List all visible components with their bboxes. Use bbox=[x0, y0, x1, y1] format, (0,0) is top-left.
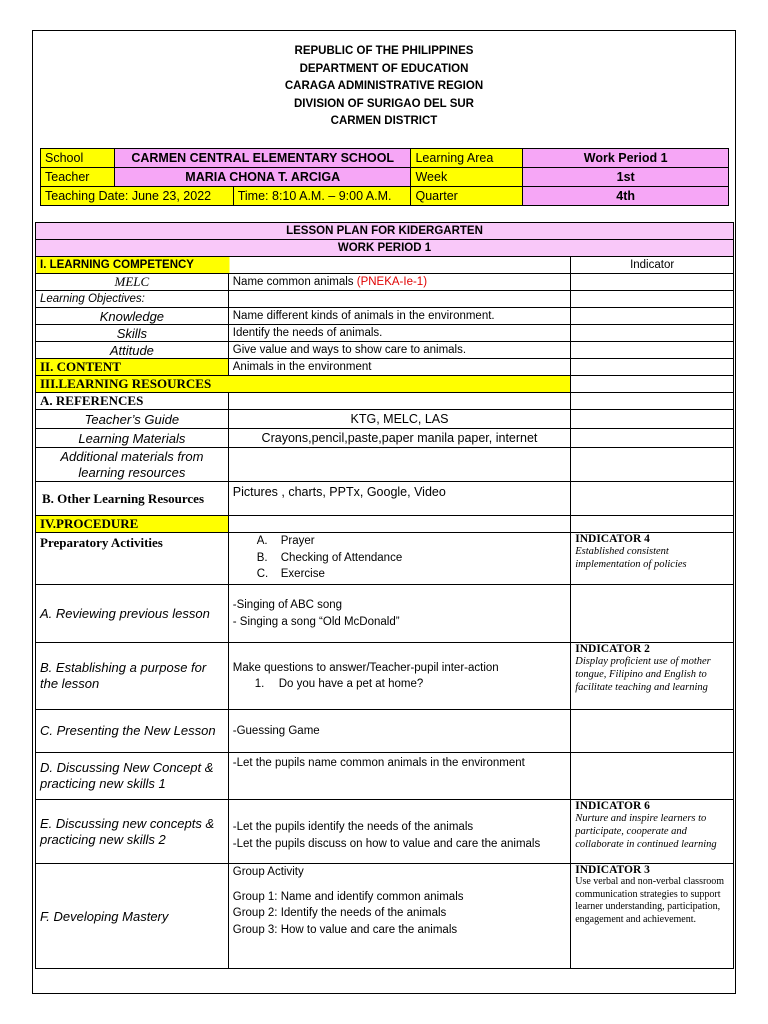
skills-value: Identify the needs of animals. bbox=[228, 325, 570, 342]
header-line: DEPARTMENT OF EDUCATION bbox=[299, 62, 469, 75]
mastery-value: Group Activity Group 1: Name and identify common animals Group 2: Identify the needs of the animals Group 3: How to value and care the animals bbox=[228, 864, 570, 969]
list-item: C. Exercise bbox=[256, 568, 325, 580]
quarter-value: 4th bbox=[523, 187, 729, 206]
info-table bbox=[40, 148, 729, 206]
list-item: A. Prayer bbox=[256, 535, 315, 547]
knowledge-label: Knowledge bbox=[36, 308, 229, 325]
week-value: 1st bbox=[523, 168, 729, 187]
learning-materials-value: Crayons,pencil,paste,paper manila paper, internet bbox=[228, 429, 570, 448]
references-heading: A. REFERENCES bbox=[36, 393, 229, 410]
learning-competency-heading: I. LEARNING COMPETENCY bbox=[36, 257, 571, 274]
lesson-plan-table bbox=[35, 222, 734, 969]
discussing-1-label: D. Discussing New Concept & practicing new skills 1 bbox=[36, 753, 229, 800]
purpose-value: Make questions to answer/Teacher-pupil inter-action 1. Do you have a pet at home? bbox=[228, 643, 570, 710]
plan-title: LESSON PLAN FOR KIDERGARTEN bbox=[36, 223, 734, 240]
objectives-label: Learning Objectives: bbox=[36, 291, 229, 308]
additional-materials-label: Additional materials from learning resources bbox=[36, 448, 229, 482]
melc-label: MELC bbox=[36, 274, 229, 291]
teaching-date: Teaching Date: June 23, 2022 bbox=[41, 187, 234, 206]
other-resources-value: Pictures , charts, PPTx, Google, Video bbox=[228, 482, 570, 516]
review-label: A. Reviewing previous lesson bbox=[36, 585, 229, 643]
melc-value: Name common animals (PNEKA-Ie-1) bbox=[228, 274, 570, 291]
purpose-label: B. Establishing a purpose for the lesson bbox=[36, 643, 229, 710]
preparatory-list bbox=[228, 533, 570, 585]
resources-heading: III.LEARNING RESOURCES bbox=[36, 376, 571, 393]
learning-area-label: Learning Area bbox=[411, 149, 523, 168]
other-resources-label: B. Other Learning Resources bbox=[36, 482, 229, 516]
teacher-label: Teacher bbox=[41, 168, 115, 187]
indicator-6: INDICATOR 6 Nurture and inspire learners to participate, cooperate and collaborate in continued learning bbox=[571, 800, 734, 864]
discussing-2-value: -Let the pupils identify the needs of the animals -Let the pupils discuss on how to value and care the animals bbox=[228, 800, 570, 864]
indicator-2: INDICATOR 2 Display proficient use of mother tongue, Filipino and English to facilitate teaching and learning bbox=[571, 643, 734, 710]
week-label: Week bbox=[411, 168, 523, 187]
attitude-value: Give value and ways to show care to animals. bbox=[228, 342, 570, 359]
presenting-label: C. Presenting the New Lesson bbox=[36, 710, 229, 753]
quarter-label: Quarter bbox=[411, 187, 523, 206]
teachers-guide-value: KTG, MELC, LAS bbox=[228, 410, 570, 429]
header-line: CARAGA ADMINISTRATIVE REGION bbox=[284, 80, 484, 92]
document-header bbox=[0, 43, 768, 131]
plan-subtitle: WORK PERIOD 1 bbox=[36, 240, 734, 257]
list-item: B. Checking of Attendance bbox=[256, 551, 403, 564]
discussing-2-label: E. Discussing new concepts & practicing new skills 2 bbox=[36, 800, 229, 864]
header-line: DIVISION OF SURIGAO DEL SUR bbox=[294, 97, 474, 110]
learning-materials-label: Learning Materials bbox=[36, 429, 229, 448]
review-value: -Singing of ABC song - Singing a song “Old McDonald” bbox=[228, 585, 570, 643]
content-heading: II. CONTENT bbox=[36, 359, 229, 376]
attitude-label: Attitude bbox=[36, 342, 229, 359]
school-label: School bbox=[41, 149, 115, 168]
teacher-value: MARIA CHONA T. ARCIGA bbox=[114, 168, 411, 187]
preparatory-label: Preparatory Activities bbox=[36, 533, 229, 585]
indicator-heading: Indicator bbox=[571, 257, 734, 274]
content-value: Animals in the environment bbox=[228, 359, 570, 376]
mastery-label: F. Developing Mastery bbox=[36, 864, 229, 969]
discussing-1-value: -Let the pupils name common animals in the environment bbox=[228, 753, 570, 800]
learning-area-value: Work Period 1 bbox=[523, 149, 729, 168]
presenting-value: -Guessing Game bbox=[228, 710, 570, 753]
skills-label: Skills bbox=[36, 325, 229, 342]
teachers-guide-label: Teacher’s Guide bbox=[36, 410, 229, 429]
procedure-heading: IV.PROCEDURE bbox=[36, 516, 229, 533]
school-value: CARMEN CENTRAL ELEMENTARY SCHOOL bbox=[114, 149, 411, 168]
header-line: REPUBLIC OF THE PHILIPPINES bbox=[294, 45, 474, 57]
header-line: CARMEN DISTRICT bbox=[330, 115, 438, 127]
indicator-3: INDICATOR 3 Use verbal and non-verbal classroom communication strategies to support learner understanding, participation, engagement and achievement. bbox=[571, 864, 734, 969]
indicator-4: INDICATOR 4 Established consistent implementation of policies bbox=[571, 533, 734, 585]
teaching-time: Time: 8:10 A.M. – 9:00 A.M. bbox=[233, 187, 411, 206]
knowledge-value: Name different kinds of animals in the environment. bbox=[228, 308, 570, 325]
